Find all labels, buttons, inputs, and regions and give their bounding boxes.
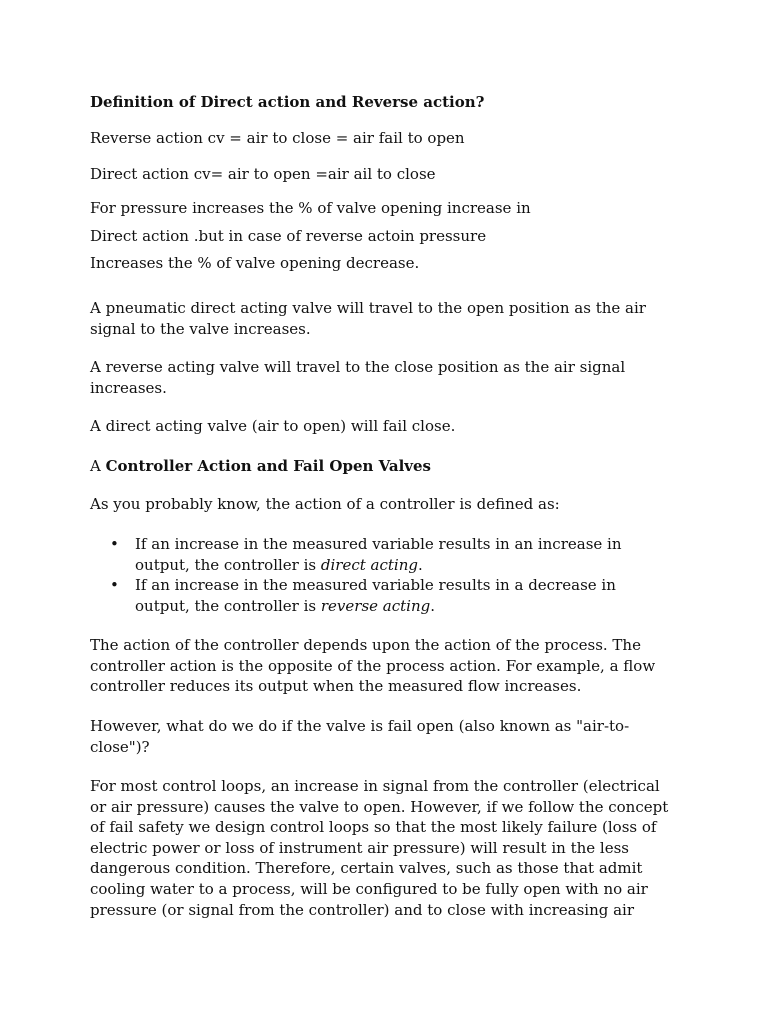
list-item [90,575,690,616]
paragraph-line: controller action is the opposite of the process action. For example, a flow [90,656,656,675]
paragraph-line: of fail safety we design control loops so that the most likely failure (loss of [90,818,657,837]
paragraph-controller-action [90,635,682,697]
paragraph-line: signal to the valve increases. [90,319,311,338]
bullet-emphasis: direct acting [320,555,418,574]
paragraph-line: pressure (or signal from the controller) and to close with increasing air [90,900,635,919]
paragraph-line: dangerous condition. Therefore, certain valves, such as those that admit [90,859,643,878]
paragraph-line: cooling water to a process, will be configured to be fully open with no air [90,879,648,898]
bullet-text: . [430,596,435,615]
paragraph-question [90,716,682,757]
bullet-marker: • [110,535,119,553]
paragraph-line: A reverse acting valve will travel to the close position as the air signal [90,358,626,376]
reverse-action-definition: Reverse action cv = air to close = air fail to open [90,129,465,147]
paragraph-line: electric power or loss of instrument air pressure) will result in the less [90,838,629,857]
bullet-line: If an increase in the measured variable results in an increase in [135,535,622,553]
bullet-line [135,596,690,617]
bullet-text: output, the controller is [135,596,321,615]
bullet-list [90,534,690,616]
bullet-text: output, the controller is [135,555,321,574]
document-page [90,0,690,1024]
list-item [90,534,690,575]
paragraph-line: or air pressure) causes the valve to open. However, if we follow the concept [90,797,669,816]
bullet-line [135,555,690,576]
pressure-line-1: For pressure increases the % of valve opening increase in [90,199,531,217]
paragraph-line: close")? [90,737,150,756]
pressure-line-2: Direct action .but in case of reverse actoin pressure [90,227,487,245]
paragraph-direct-fail: A direct acting valve (air to open) will fail close. [90,417,456,435]
section-title: Controller Action and Fail Open Valves [105,457,432,475]
paragraph-line: The action of the controller depends upon the action of the process. The [90,636,641,654]
paragraph-line: increases. [90,378,167,397]
paragraph-line: A pneumatic direct acting valve will travel to the open position as the air [90,299,646,317]
paragraph-line: For most control loops, an increase in signal from the controller (electrical [90,777,660,795]
section-prefix: A [90,457,106,475]
paragraph-line: controller reduces its output when the measured flow increases. [90,677,582,696]
paragraph-line: However, what do we do if the valve is fail open (also known as "air-to- [90,717,630,735]
bullet-text: . [417,555,423,574]
paragraph-control-loops [90,776,682,920]
bullet-line: If an increase in the measured variable results in a decrease in [135,576,616,595]
section-heading [90,456,431,477]
bullet-marker: • [110,576,119,595]
paragraph-pneumatic [90,298,682,339]
pressure-line-3: Increases the % of valve opening decrease. [90,254,420,272]
direct-action-definition: Direct action cv= air to open =air ail to close [90,165,436,183]
paragraph-reverse-acting [90,357,682,398]
heading: Definition of Direct action and Reverse action? [90,93,485,111]
bullet-emphasis: reverse acting [320,596,431,615]
paragraph-intro: As you probably know, the action of a controller is defined as: [90,495,560,513]
